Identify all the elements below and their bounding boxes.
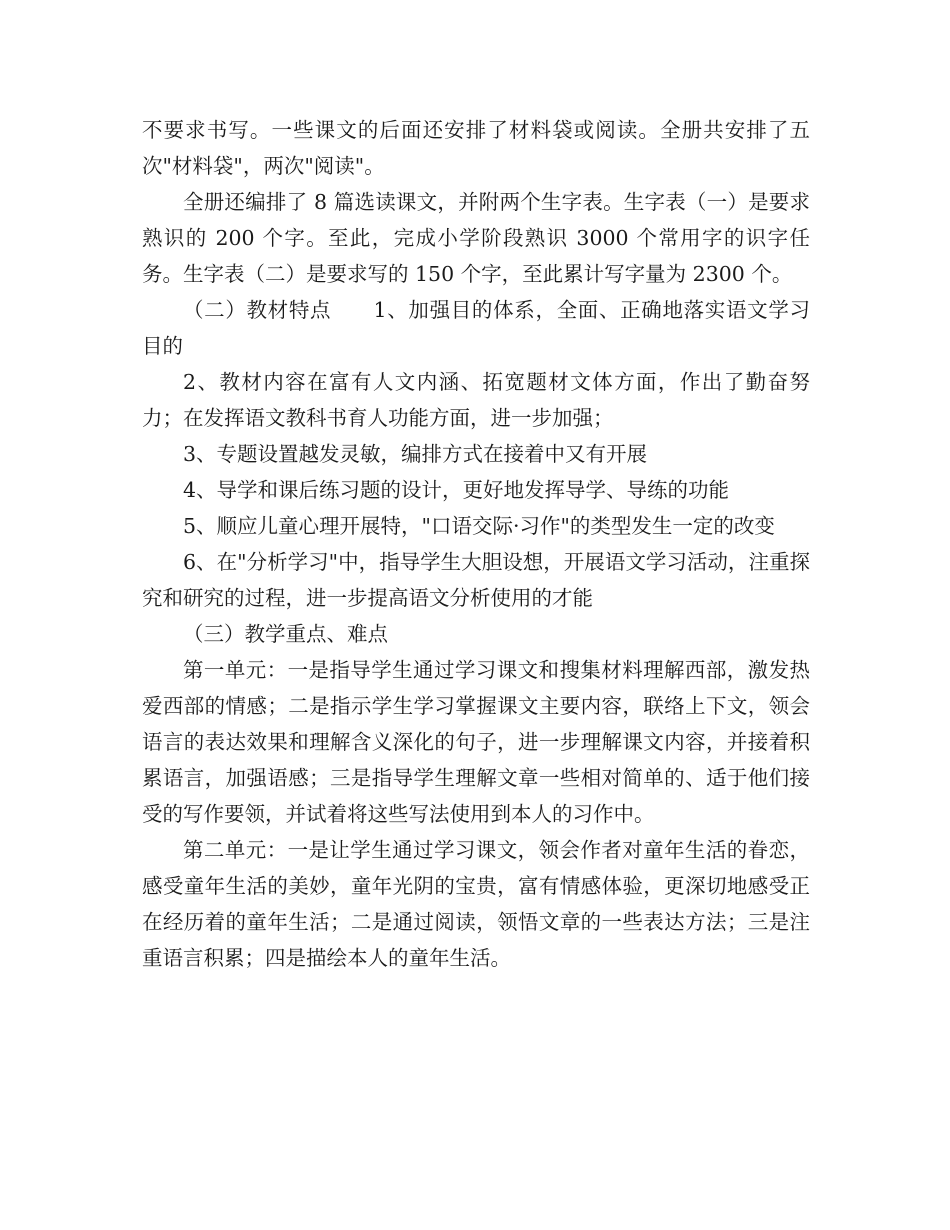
paragraph-unit-1: 第一单元：一是指导学生通过学习课文和搜集材料理解西部，激发热爱西部的情感；二是指示学生学习掌握课文主要内容，联络上下文，领会语言的表达效果和理解含义深化的句子，进一步理解课文内容，并接着积累语言，加强语感；三是指导学生理解文章一些相对简单的、适于他们接受的写作要领，并试着将这些写法使用到本人的习作中。 xyxy=(142,658,810,826)
paragraph-unit-2: 第二单元：一是让学生通过学习课文，领会作者对童年生活的眷恋，感受童年生活的美妙，童年光阴的宝贵，富有情感体验，更深切地感受正在经历着的童年生活；二是通过阅读，领悟文章的一些表达方法；三是注重语言积累；四是描绘本人的童年生活。 xyxy=(142,838,810,970)
paragraph-selected-readings: 全册还编排了 8 篇选读课文，并附两个生字表。生字表（一）是要求熟识的 200 个字。至此，完成小学阶段熟识 3000 个常用字的识字任务。生字表（二）是要求写的 150 个字，至此累计写字量为 2300 个。 xyxy=(142,190,810,286)
paragraph-textbook-features: （二）教材特点 1、加强目的体系，全面、正确地落实语文学习目的 xyxy=(142,298,810,358)
document-body xyxy=(142,112,810,976)
paragraph-feature-2: 2、教材内容在富有人文内涵、拓宽题材文体方面，作出了勤奋努力；在发挥语文教科书育人功能方面，进一步加强； xyxy=(142,370,810,430)
paragraph-feature-4: 4、导学和课后练习题的设计，更好地发挥导学、导练的功能 xyxy=(183,478,730,502)
paragraph-feature-5: 5、顺应儿童心理开展特，"口语交际·习作"的类型发生一定的改变 xyxy=(183,514,775,538)
paragraph-feature-3: 3、专题设置越发灵敏，编排方式在接着中又有开展 xyxy=(183,442,648,466)
paragraph-continuation: 不要求书写。一些课文的后面还安排了材料袋或阅读。全册共安排了五次"材料袋"，两次"阅读"。 xyxy=(142,118,810,178)
section-heading-key-points: （三）教学重点、难点 xyxy=(183,622,388,646)
paragraph-feature-6: 6、在"分析学习"中，指导学生大胆设想，开展语文学习活动，注重探究和研究的过程，进一步提高语文分析使用的才能 xyxy=(142,550,810,610)
